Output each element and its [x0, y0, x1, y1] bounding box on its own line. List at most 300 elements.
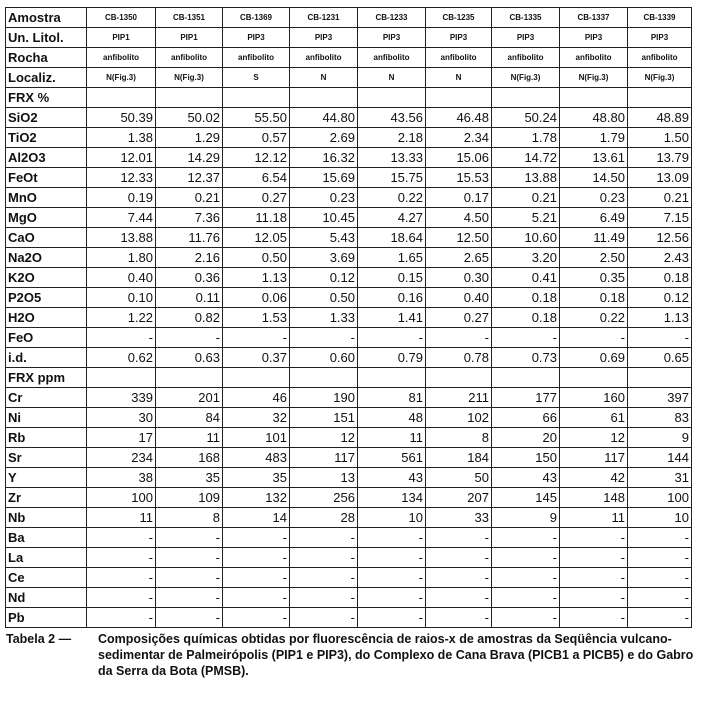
table-cell: 483 [223, 448, 290, 468]
table-row [6, 528, 692, 548]
table-cell: 1.65 [358, 248, 426, 268]
row-label: FeOt [6, 168, 87, 188]
table-cell: 81 [358, 388, 426, 408]
table-cell: 0.35 [560, 268, 628, 288]
row-label: Un. Litol. [6, 28, 87, 48]
row-label: FeO [6, 328, 87, 348]
table-cell: 42 [560, 468, 628, 488]
table-cell: 0.11 [156, 288, 223, 308]
table-cell: - [290, 568, 358, 588]
table-cell: 0.12 [628, 288, 692, 308]
table-row [6, 488, 692, 508]
table-row [6, 428, 692, 448]
table-cell: N [290, 68, 358, 88]
table-cell: - [358, 568, 426, 588]
table-cell: 28 [290, 508, 358, 528]
empty-cell [156, 368, 223, 388]
table-cell: - [560, 608, 628, 628]
table-cell: - [426, 548, 492, 568]
table-cell: 0.73 [492, 348, 560, 368]
table-row [6, 328, 692, 348]
table-cell: 1.79 [560, 128, 628, 148]
table-cell: 30 [87, 408, 156, 428]
table-cell: - [628, 528, 692, 548]
table-cell: 1.38 [87, 128, 156, 148]
table-cell: 134 [358, 488, 426, 508]
row-label: Y [6, 468, 87, 488]
table-cell: 0.60 [290, 348, 358, 368]
table-row [6, 568, 692, 588]
table-body [6, 8, 692, 628]
table-cell: anfibolito [223, 48, 290, 68]
table-cell: - [156, 548, 223, 568]
table-cell: 48.89 [628, 108, 692, 128]
table-cell: 0.50 [223, 248, 290, 268]
table-cell: 1.80 [87, 248, 156, 268]
table-cell: 148 [560, 488, 628, 508]
table-cell: 1.29 [156, 128, 223, 148]
table-cell: 13.33 [358, 148, 426, 168]
table-cell: - [628, 608, 692, 628]
table-cell: anfibolito [156, 48, 223, 68]
table-cell: 0.22 [358, 188, 426, 208]
table-cell: - [223, 588, 290, 608]
table-cell: - [87, 568, 156, 588]
table-cell: 18.64 [358, 228, 426, 248]
table-cell: 102 [426, 408, 492, 428]
section-frx-percent [6, 88, 692, 108]
table-row [6, 388, 692, 408]
table-cell: 3.69 [290, 248, 358, 268]
empty-cell [156, 88, 223, 108]
table-row [6, 588, 692, 608]
row-label: Sr [6, 448, 87, 468]
table-cell: 177 [492, 388, 560, 408]
table-cell: 35 [223, 468, 290, 488]
table-cell: - [426, 608, 492, 628]
table-cell: 84 [156, 408, 223, 428]
table-cell: 12.56 [628, 228, 692, 248]
empty-cell [358, 368, 426, 388]
table-cell: 43 [358, 468, 426, 488]
table-cell: 5.43 [290, 228, 358, 248]
table-cell: 0.30 [426, 268, 492, 288]
table-cell: 0.69 [560, 348, 628, 368]
table-cell: - [87, 588, 156, 608]
table-cell: 1.50 [628, 128, 692, 148]
table-cell: 12 [290, 428, 358, 448]
table-cell: - [560, 588, 628, 608]
table-cell: 1.78 [492, 128, 560, 148]
table-cell: 9 [628, 428, 692, 448]
table-cell: 0.40 [426, 288, 492, 308]
table-row [6, 248, 692, 268]
table-cell: 4.27 [358, 208, 426, 228]
table-cell: - [560, 528, 628, 548]
table-cell: - [156, 568, 223, 588]
table-cell: 44.80 [290, 108, 358, 128]
row-label: Cr [6, 388, 87, 408]
table-cell: 50.02 [156, 108, 223, 128]
table-row [6, 548, 692, 568]
table-cell: - [492, 528, 560, 548]
table-cell: 0.12 [290, 268, 358, 288]
empty-cell [290, 368, 358, 388]
table-cell: - [492, 548, 560, 568]
table-cell: - [223, 548, 290, 568]
table-cell: 8 [426, 428, 492, 448]
table-cell: 7.15 [628, 208, 692, 228]
table-cell: - [156, 328, 223, 348]
table-cell: N(Fig.3) [560, 68, 628, 88]
table-cell: 1.53 [223, 308, 290, 328]
table-cell: anfibolito [358, 48, 426, 68]
empty-cell [358, 88, 426, 108]
table-cell: 10 [628, 508, 692, 528]
row-label: K2O [6, 268, 87, 288]
table-cell: 397 [628, 388, 692, 408]
table-cell: 12.33 [87, 168, 156, 188]
table-cell: - [426, 568, 492, 588]
table-cell: - [290, 328, 358, 348]
table-cell: 12.12 [223, 148, 290, 168]
row-label: Ni [6, 408, 87, 428]
table-cell: 160 [560, 388, 628, 408]
table-cell: - [492, 608, 560, 628]
table-cell: 13.88 [492, 168, 560, 188]
table-cell: 0.57 [223, 128, 290, 148]
table-cell: anfibolito [426, 48, 492, 68]
table-cell: 2.43 [628, 248, 692, 268]
table-cell: 43.56 [358, 108, 426, 128]
table-cell: 12.50 [426, 228, 492, 248]
empty-cell [628, 368, 692, 388]
table-cell: CB-1231 [290, 8, 358, 28]
table-cell: N [358, 68, 426, 88]
table-cell: 10.60 [492, 228, 560, 248]
table-cell: - [492, 588, 560, 608]
section-label: FRX ppm [6, 368, 87, 388]
row-label: MnO [6, 188, 87, 208]
table-cell: 0.06 [223, 288, 290, 308]
table-cell: PIP3 [492, 28, 560, 48]
table-cell: - [628, 568, 692, 588]
row-label: Localiz. [6, 68, 87, 88]
empty-cell [223, 88, 290, 108]
table-cell: 0.18 [492, 288, 560, 308]
table-cell: 0.21 [492, 188, 560, 208]
table-cell: 83 [628, 408, 692, 428]
table-row [6, 308, 692, 328]
table-cell: 0.22 [560, 308, 628, 328]
row-label: Rb [6, 428, 87, 448]
table-cell: 145 [492, 488, 560, 508]
table-cell: - [560, 328, 628, 348]
composition-table [5, 7, 692, 628]
table-cell: PIP3 [628, 28, 692, 48]
row-label: i.d. [6, 348, 87, 368]
row-label: CaO [6, 228, 87, 248]
header-row [6, 68, 692, 88]
section-frx-ppm [6, 368, 692, 388]
table-cell: 48.80 [560, 108, 628, 128]
table-cell: 13.79 [628, 148, 692, 168]
table-cell: 0.50 [290, 288, 358, 308]
table-cell: 10 [358, 508, 426, 528]
table-cell: 1.22 [87, 308, 156, 328]
table-cell: 0.65 [628, 348, 692, 368]
table-cell: 0.23 [290, 188, 358, 208]
table-cell: - [290, 588, 358, 608]
table-cell: 132 [223, 488, 290, 508]
table-cell: CB-1235 [426, 8, 492, 28]
table-cell: 0.19 [87, 188, 156, 208]
table-cell: anfibolito [290, 48, 358, 68]
table-cell: - [628, 328, 692, 348]
table-cell: 2.69 [290, 128, 358, 148]
table-cell: 14 [223, 508, 290, 528]
table-cell: - [358, 588, 426, 608]
table-row [6, 148, 692, 168]
table-cell: 11.18 [223, 208, 290, 228]
row-label: La [6, 548, 87, 568]
caption-text: Composições químicas obtidas por fluorescência de raios-x de amostras da Seqüência vulcano-sedimentar de Palmeirópolis (PIP1 e PIP3), do Complexo de Cana Brava (PICB1 a PICB5) e do Gabro da Serra da Bota (PMSB). [98, 632, 694, 678]
table-cell: PIP3 [358, 28, 426, 48]
table-cell: 13 [290, 468, 358, 488]
table-cell: N [426, 68, 492, 88]
table-cell: 0.78 [426, 348, 492, 368]
table-cell: 14.29 [156, 148, 223, 168]
table-cell: - [87, 608, 156, 628]
table-cell: 0.79 [358, 348, 426, 368]
table-cell: 0.10 [87, 288, 156, 308]
table-row [6, 608, 692, 628]
table-row [6, 468, 692, 488]
table-row [6, 168, 692, 188]
table-cell: anfibolito [628, 48, 692, 68]
table-cell: 1.13 [628, 308, 692, 328]
table-cell: PIP1 [87, 28, 156, 48]
table-cell: 12 [560, 428, 628, 448]
table-row [6, 268, 692, 288]
table-cell: - [358, 528, 426, 548]
table-row [6, 128, 692, 148]
table-cell: 2.50 [560, 248, 628, 268]
table-cell: anfibolito [560, 48, 628, 68]
caption-label: Tabela 2 — [6, 632, 72, 646]
table-cell: 0.16 [358, 288, 426, 308]
table-cell: 11.49 [560, 228, 628, 248]
table-row [6, 188, 692, 208]
table-cell: 0.63 [156, 348, 223, 368]
table-cell: 2.18 [358, 128, 426, 148]
table-cell: 46 [223, 388, 290, 408]
table-cell: 16.32 [290, 148, 358, 168]
table-cell: PIP3 [290, 28, 358, 48]
row-label: Na2O [6, 248, 87, 268]
empty-cell [560, 88, 628, 108]
table-cell: 0.36 [156, 268, 223, 288]
table-cell: 561 [358, 448, 426, 468]
row-label: Ba [6, 528, 87, 548]
table-cell: 100 [628, 488, 692, 508]
table-cell: 11 [560, 508, 628, 528]
table-cell: 13.61 [560, 148, 628, 168]
empty-cell [426, 368, 492, 388]
table-cell: - [87, 548, 156, 568]
table-cell: - [492, 328, 560, 348]
table-cell: 6.54 [223, 168, 290, 188]
table-cell: - [560, 568, 628, 588]
row-label: SiO2 [6, 108, 87, 128]
table-cell: 2.65 [426, 248, 492, 268]
table-cell: - [426, 528, 492, 548]
table-cell: - [492, 568, 560, 588]
row-label: Nd [6, 588, 87, 608]
table-cell: 3.20 [492, 248, 560, 268]
table-cell: 48 [358, 408, 426, 428]
table-cell: - [223, 328, 290, 348]
row-label: Rocha [6, 48, 87, 68]
header-row [6, 48, 692, 68]
table-cell: 256 [290, 488, 358, 508]
table-row [6, 228, 692, 248]
table-cell: 61 [560, 408, 628, 428]
table-cell: 66 [492, 408, 560, 428]
table-cell: 46.48 [426, 108, 492, 128]
table-row [6, 408, 692, 428]
table-cell: 0.18 [628, 268, 692, 288]
empty-cell [223, 368, 290, 388]
row-label: Al2O3 [6, 148, 87, 168]
table-cell: 234 [87, 448, 156, 468]
table-cell: 0.40 [87, 268, 156, 288]
table-cell: 11 [156, 428, 223, 448]
table-cell: 13.09 [628, 168, 692, 188]
table-cell: 12.37 [156, 168, 223, 188]
empty-cell [492, 88, 560, 108]
table-cell: 150 [492, 448, 560, 468]
row-label: H2O [6, 308, 87, 328]
table-row [6, 348, 692, 368]
table-cell: - [426, 588, 492, 608]
table-cell: 32 [223, 408, 290, 428]
table-row [6, 108, 692, 128]
table-cell: 190 [290, 388, 358, 408]
table-cell: 117 [560, 448, 628, 468]
table-cell: 17 [87, 428, 156, 448]
table-cell: 100 [87, 488, 156, 508]
table-cell: CB-1350 [87, 8, 156, 28]
table-cell: - [560, 548, 628, 568]
table-cell: - [223, 568, 290, 588]
table-cell: PIP3 [560, 28, 628, 48]
table-cell: 50.24 [492, 108, 560, 128]
table-cell: 0.18 [560, 288, 628, 308]
table-cell: - [426, 328, 492, 348]
table-cell: 20 [492, 428, 560, 448]
empty-cell [87, 368, 156, 388]
table-cell: 31 [628, 468, 692, 488]
table-cell: 117 [290, 448, 358, 468]
row-label: Pb [6, 608, 87, 628]
table-cell: 201 [156, 388, 223, 408]
section-label: FRX % [6, 88, 87, 108]
table-cell: - [290, 608, 358, 628]
table-cell: 5.21 [492, 208, 560, 228]
table-cell: 7.44 [87, 208, 156, 228]
table-cell: 38 [87, 468, 156, 488]
table-cell: 339 [87, 388, 156, 408]
table-cell: 14.72 [492, 148, 560, 168]
table-cell: 50 [426, 468, 492, 488]
table-cell: N(Fig.3) [156, 68, 223, 88]
table-cell: 0.37 [223, 348, 290, 368]
table-cell: - [156, 528, 223, 548]
table-cell: 13.88 [87, 228, 156, 248]
table-cell: 12.05 [223, 228, 290, 248]
row-label: MgO [6, 208, 87, 228]
row-label: Amostra [6, 8, 87, 28]
table-row [6, 508, 692, 528]
row-label: Ce [6, 568, 87, 588]
table-cell: PIP3 [223, 28, 290, 48]
table-cell: 101 [223, 428, 290, 448]
table-cell: 1.13 [223, 268, 290, 288]
table-cell: 35 [156, 468, 223, 488]
table-cell: 0.82 [156, 308, 223, 328]
table-cell: 211 [426, 388, 492, 408]
table-cell: - [156, 588, 223, 608]
table-cell: CB-1339 [628, 8, 692, 28]
table-cell: 33 [426, 508, 492, 528]
table-cell: PIP1 [156, 28, 223, 48]
table-cell: 15.53 [426, 168, 492, 188]
table-cell: 15.69 [290, 168, 358, 188]
table-cell: CB-1335 [492, 8, 560, 28]
table-cell: 0.15 [358, 268, 426, 288]
empty-cell [290, 88, 358, 108]
empty-cell [628, 88, 692, 108]
table-row [6, 448, 692, 468]
table-cell: 0.18 [492, 308, 560, 328]
table-cell: 8 [156, 508, 223, 528]
table-cell: 109 [156, 488, 223, 508]
table-cell: CB-1337 [560, 8, 628, 28]
table-cell: - [290, 528, 358, 548]
table-cell: 168 [156, 448, 223, 468]
table-cell: 144 [628, 448, 692, 468]
table-cell: 1.33 [290, 308, 358, 328]
header-row [6, 28, 692, 48]
table-cell: anfibolito [492, 48, 560, 68]
table-cell: - [358, 608, 426, 628]
table-cell: CB-1369 [223, 8, 290, 28]
table-cell: - [358, 548, 426, 568]
row-label: P2O5 [6, 288, 87, 308]
table-cell: - [223, 528, 290, 548]
table-cell: 11 [358, 428, 426, 448]
table-cell: - [87, 328, 156, 348]
table-cell: 0.21 [156, 188, 223, 208]
table-cell: 0.17 [426, 188, 492, 208]
empty-cell [87, 88, 156, 108]
table-cell: 184 [426, 448, 492, 468]
table-cell: - [223, 608, 290, 628]
empty-cell [492, 368, 560, 388]
table-cell: CB-1351 [156, 8, 223, 28]
table-cell: 2.34 [426, 128, 492, 148]
